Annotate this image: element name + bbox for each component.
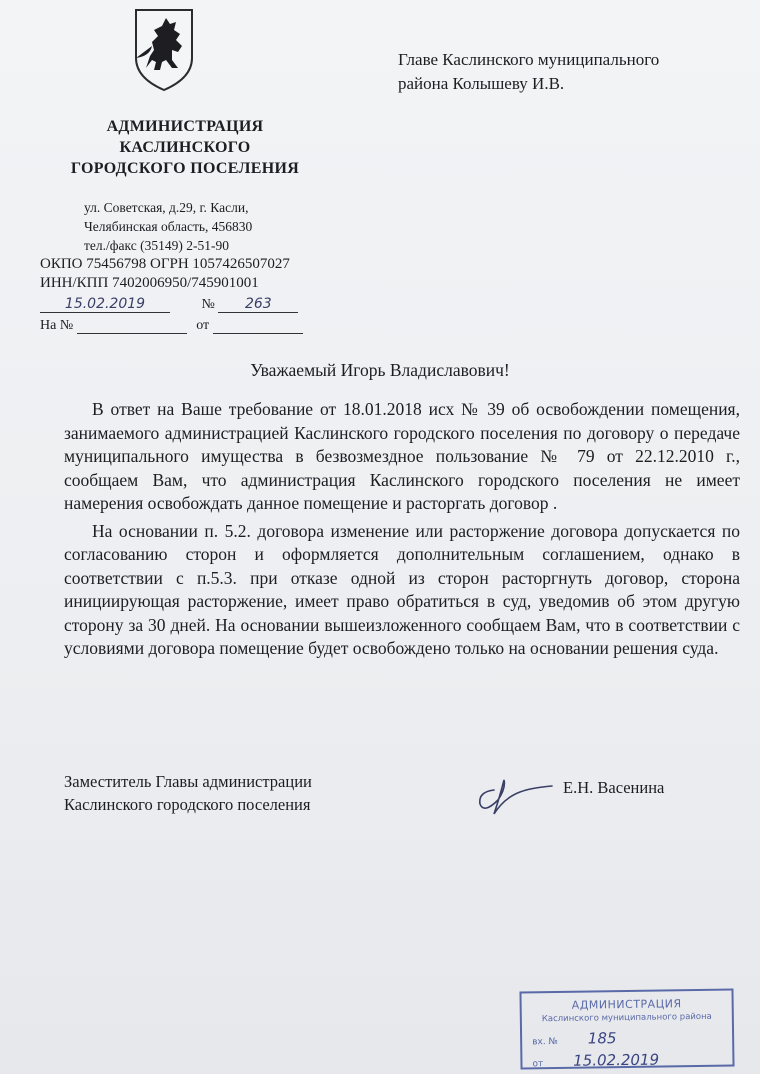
address-line-2: Челябинская область, 456830 [84,219,253,234]
codes-line-2: ИНН/КПП 7402006950/745901001 [40,275,259,291]
outgoing-date: 15.02.2019 [64,296,146,312]
stamp-date-label: от [532,1059,544,1070]
stamp-no-value: 185 [587,1029,617,1048]
greeting: Уважаемый Игорь Владиславович! [250,360,510,380]
codes-line-1: ОКПО 75456798 ОГРН 1057426507027 [40,256,290,272]
paragraph-1: В ответ на Ваше требование от 18.01.2018 исх № 39 об освобождении помещения, занимаемого администрацией Каслинского городского поселения по договору о передаче муниципального имущества в безвозмездное пользование № 79 от 22.12.2010 г., сообщаем Вам, что администрация Каслинского городского поселения не имеет намерения освобождать данное помещение и расторгать договор . [64,399,740,513]
incoming-reference [40,317,303,334]
org-line-2: КАСЛИНСКОГО [119,139,251,156]
org-line-1: АДМИНИСТРАЦИЯ [106,118,264,135]
phone-line: тел./факс (35149) 2-51-90 [84,238,229,253]
ref-from-label: от [196,318,210,333]
signer-position-line-1: Заместитель Главы администрации [64,772,312,791]
addressee-line-1: Главе Каслинского муниципального [398,50,660,69]
addressee-block [398,48,659,96]
stamp-subtitle: Каслинского муниципального района [541,1011,712,1025]
stamp-no-label: вх. № [532,1036,558,1048]
coat-of-arms-icon [132,6,196,94]
organization-name [40,116,330,179]
handwritten-signature [464,770,554,822]
paragraph-2: На основании п. 5.2. договора изменение или расторжение договора допускается по согласованию сторон и оформляется дополнительным соглашением, однако в соответствии с п.5.3. при отказе одной из сторон расторгнуть договор, сторона инициирующая расторжение, имеет право обратиться в суд, уведомив об этом другую сторону за 30 дней. На основании вышеизложенного сообщаем Вам, что в соответствии с условиями договора помещение будет освобождено только на основании решения суда. [64,520,740,658]
stamp-title: АДМИНИСТРАЦИЯ [571,997,682,1012]
signer-name: Е.Н. Васенина [563,778,665,797]
outgoing-number: 263 [244,296,272,312]
signer-position [64,770,312,816]
outgoing-no-label: № [201,297,215,312]
signer-position-line-2: Каслинского городского поселения [64,795,311,814]
org-line-3: ГОРОДСКОГО ПОСЕЛЕНИЯ [70,160,300,177]
outgoing-reference [40,296,298,313]
letter-body [64,398,740,665]
address-line-1: ул. Советская, д.29, г. Касли, [84,200,249,215]
addressee-line-2: района Колышеву И.В. [398,74,565,93]
stamp-date-value: 15.02.2019 [573,1050,660,1070]
contacts-block [40,198,370,293]
registration-stamp [519,989,734,1070]
ref-label: На № [40,318,74,333]
